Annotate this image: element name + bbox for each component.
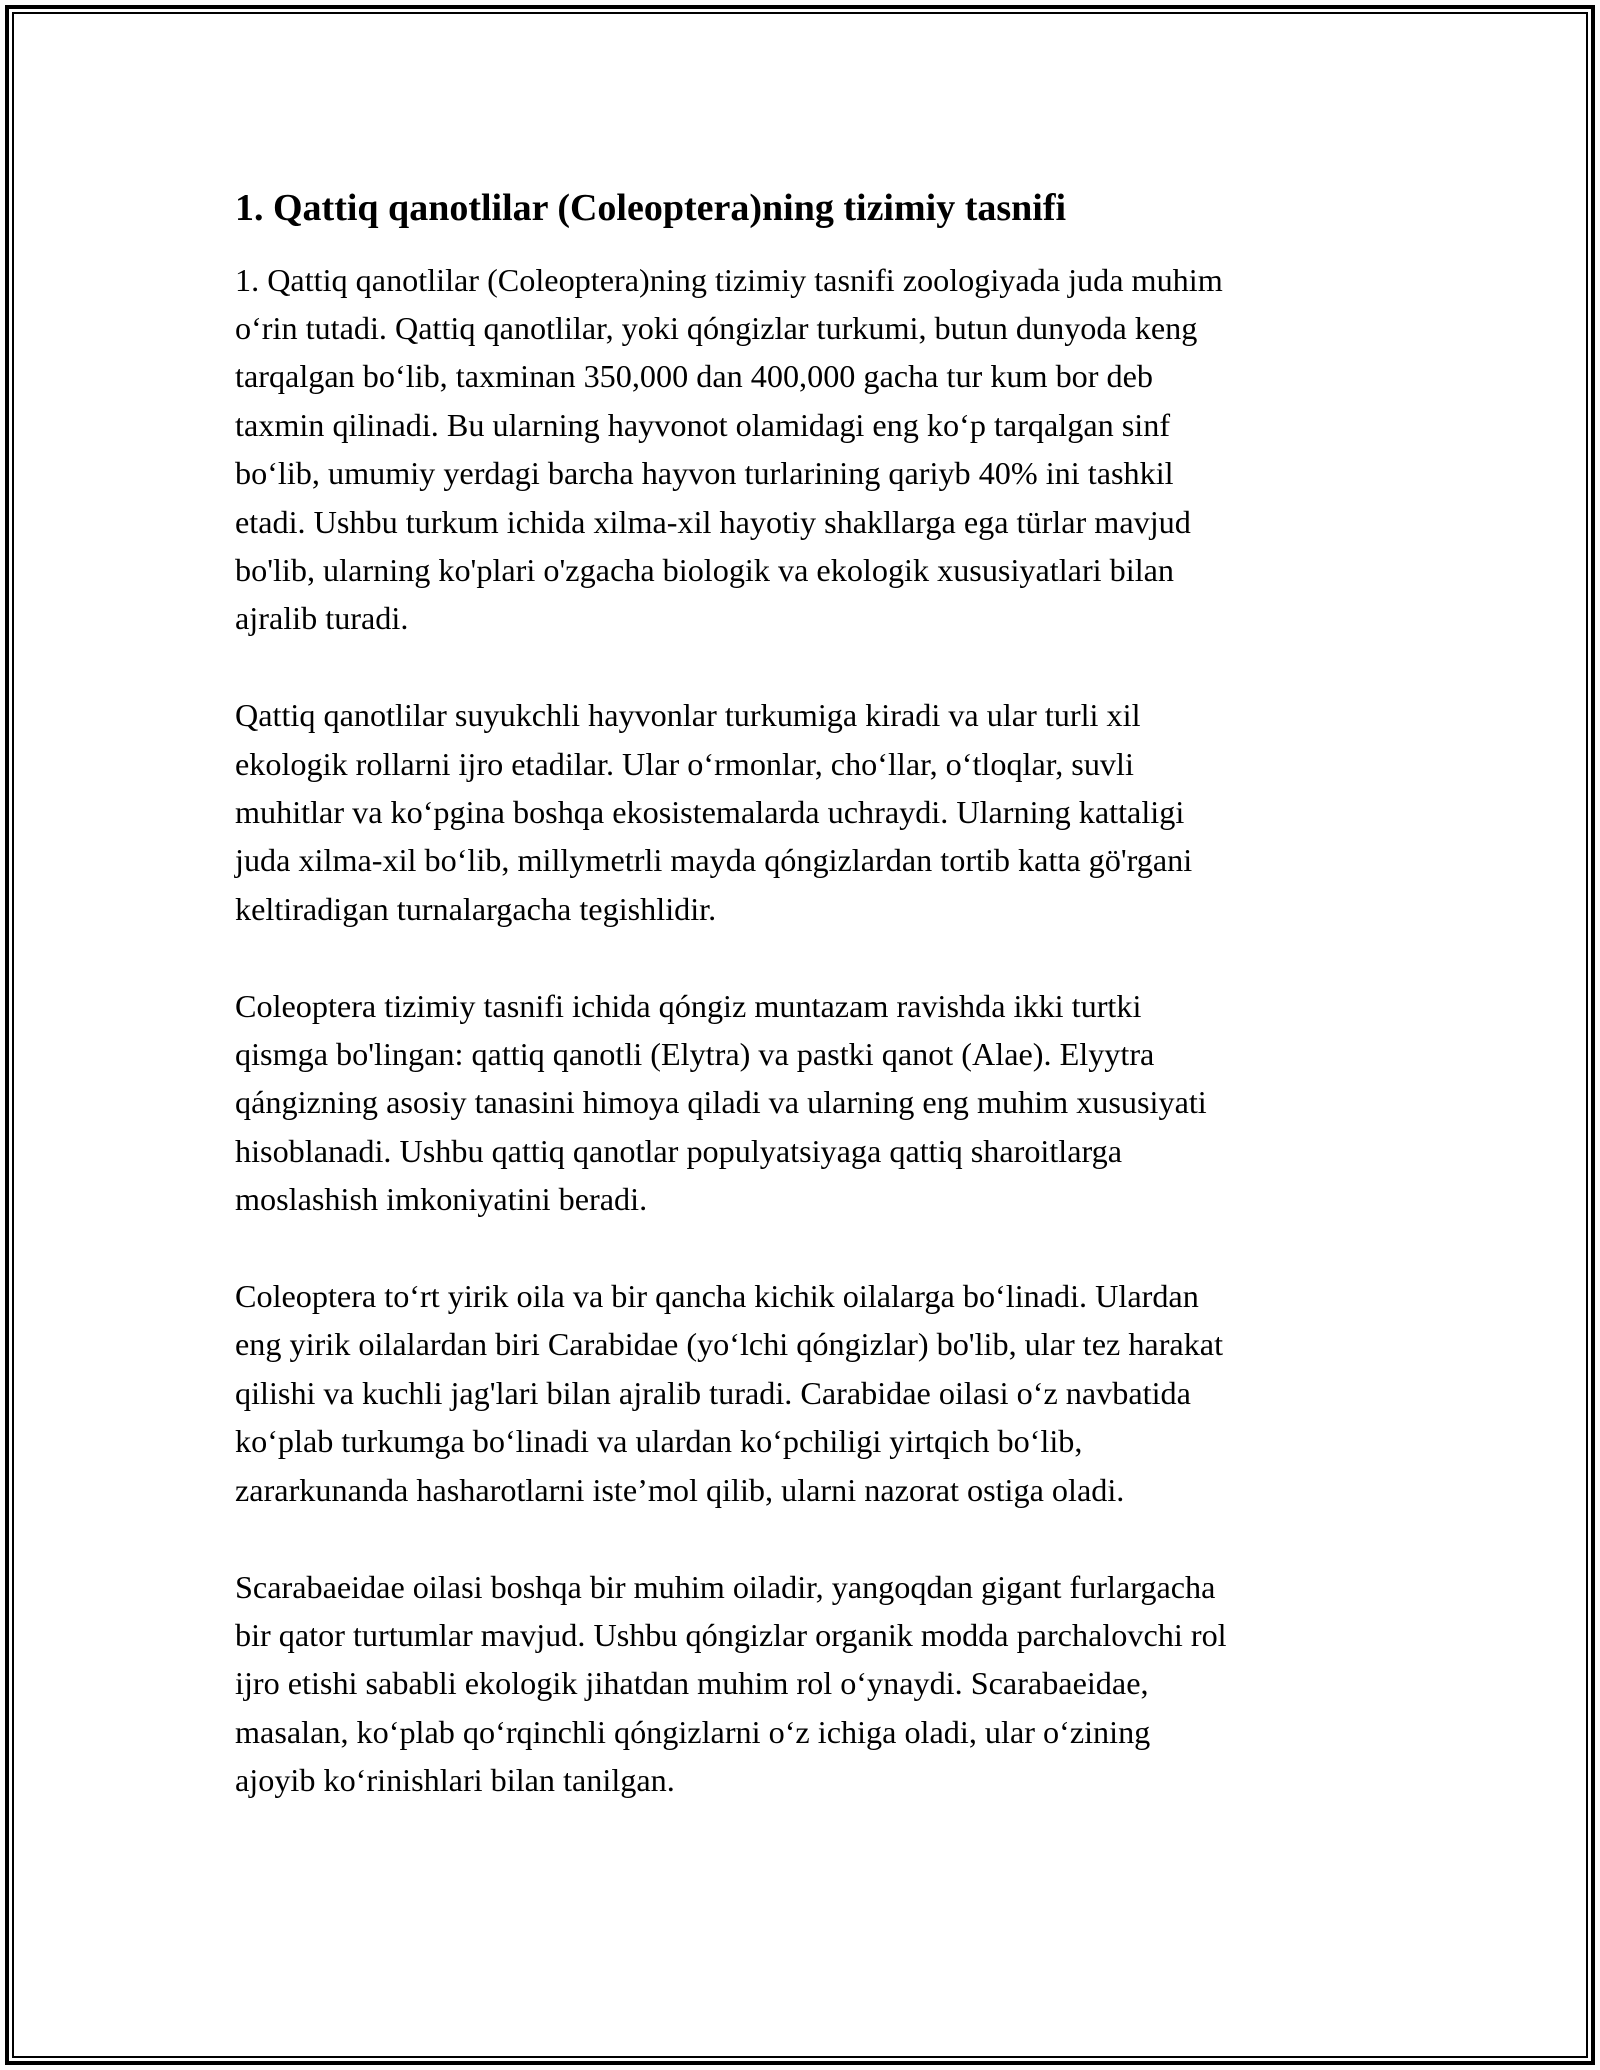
- paragraph-3: Coleoptera tizimiy tasnifi ichida qóngiz muntazam ravishda ikki turtki qismga bo'lingan: qattiq qanotli (Elytra) va pastki qanot (Alae). Elyytra qángizning asosiy tanasini himoya qiladi va ularning eng muhim xususiyati hisoblanadi. Ushbu qattiq qanotlar populyatsiyaga qattiq sharoitlarga moslashish imkoniyatini beradi.: [235, 987, 1207, 1218]
- paragraph-4: Coleoptera to‘rt yirik oila va bir qancha kichik oilalarga bo‘linadi. Ulardan eng yirik oilalardan biri Carabidae (yo‘lchi qóngizlar) bo'lib, ular tez harakat qilishi va kuchli jag'lari bilan ajralib turadi. Carabidae oilasi o‘z navbatida ko‘plab turkumga bo‘linadi va ulardan ko‘pchiligi yirtqich bo‘lib, zararkunanda hasharotlarni iste’mol qilib, ularni nazorat ostiga oladi.: [235, 1278, 1224, 1508]
- paragraph-1: 1. Qattiq qanotlilar (Coleoptera)ning tizimiy tasnifi zoologiyada juda muhim o‘rin tutadi. Qattiq qanotlilar, yoki qóngizlar turkumi, butun dunyoda keng tarqalgan bo‘lib, taxminan 350,000 dan 400,000 gacha tur kum bor deb taxmin qilinadi. Bu ularning hayvonot olamidagi eng ko‘p tarqalgan sinf bo‘lib, umumiy yerdagi barcha hayvon turlarining qariyb 40% ini tashkil etadi. Ushbu turkum ichida xilma-xil hayotiy shakllarga ega türlar mavjud bo'lib, ularning ko'plari o'zgacha biologik va ekologik xususiyatlari bilan ajralib turadi.: [235, 261, 1223, 637]
- document-title: 1. Qattiq qanotlilar (Coleoptera)ning tizimiy tasnifi: [235, 187, 1067, 229]
- paragraph-5: Scarabaeidae oilasi boshqa bir muhim oiladir, yangoqdan gigant furlargacha bir qator turtumlar mavjud. Ushbu qóngizlar organik modda parchalovchi rol ijro etishi sababli ekologik jihatdan muhim rol o‘ynaydi. Scarabaeidae, masalan, ko‘plab qo‘rqinchli qóngizlarni o‘z ichiga oladi, ular o‘zining ajoyib ko‘rinishlari bilan tanilgan.: [235, 1568, 1227, 1799]
- paragraph-2: Qattiq qanotlilar suyukchli hayvonlar turkumiga kiradi va ular turli xil ekologik rollarni ijro etadilar. Ular o‘rmonlar, cho‘llar, o‘tloqlar, suvli muhitlar va ko‘pgina boshqa ekosistemalarda uchraydi. Ularning kattaligi juda xilma-xil bo‘lib, millymetrli mayda qóngizlardan tortib katta gö'rgani keltiradigan turnalargacha tegishlidir.: [235, 697, 1193, 927]
- document-body: [235, 186, 1375, 1853]
